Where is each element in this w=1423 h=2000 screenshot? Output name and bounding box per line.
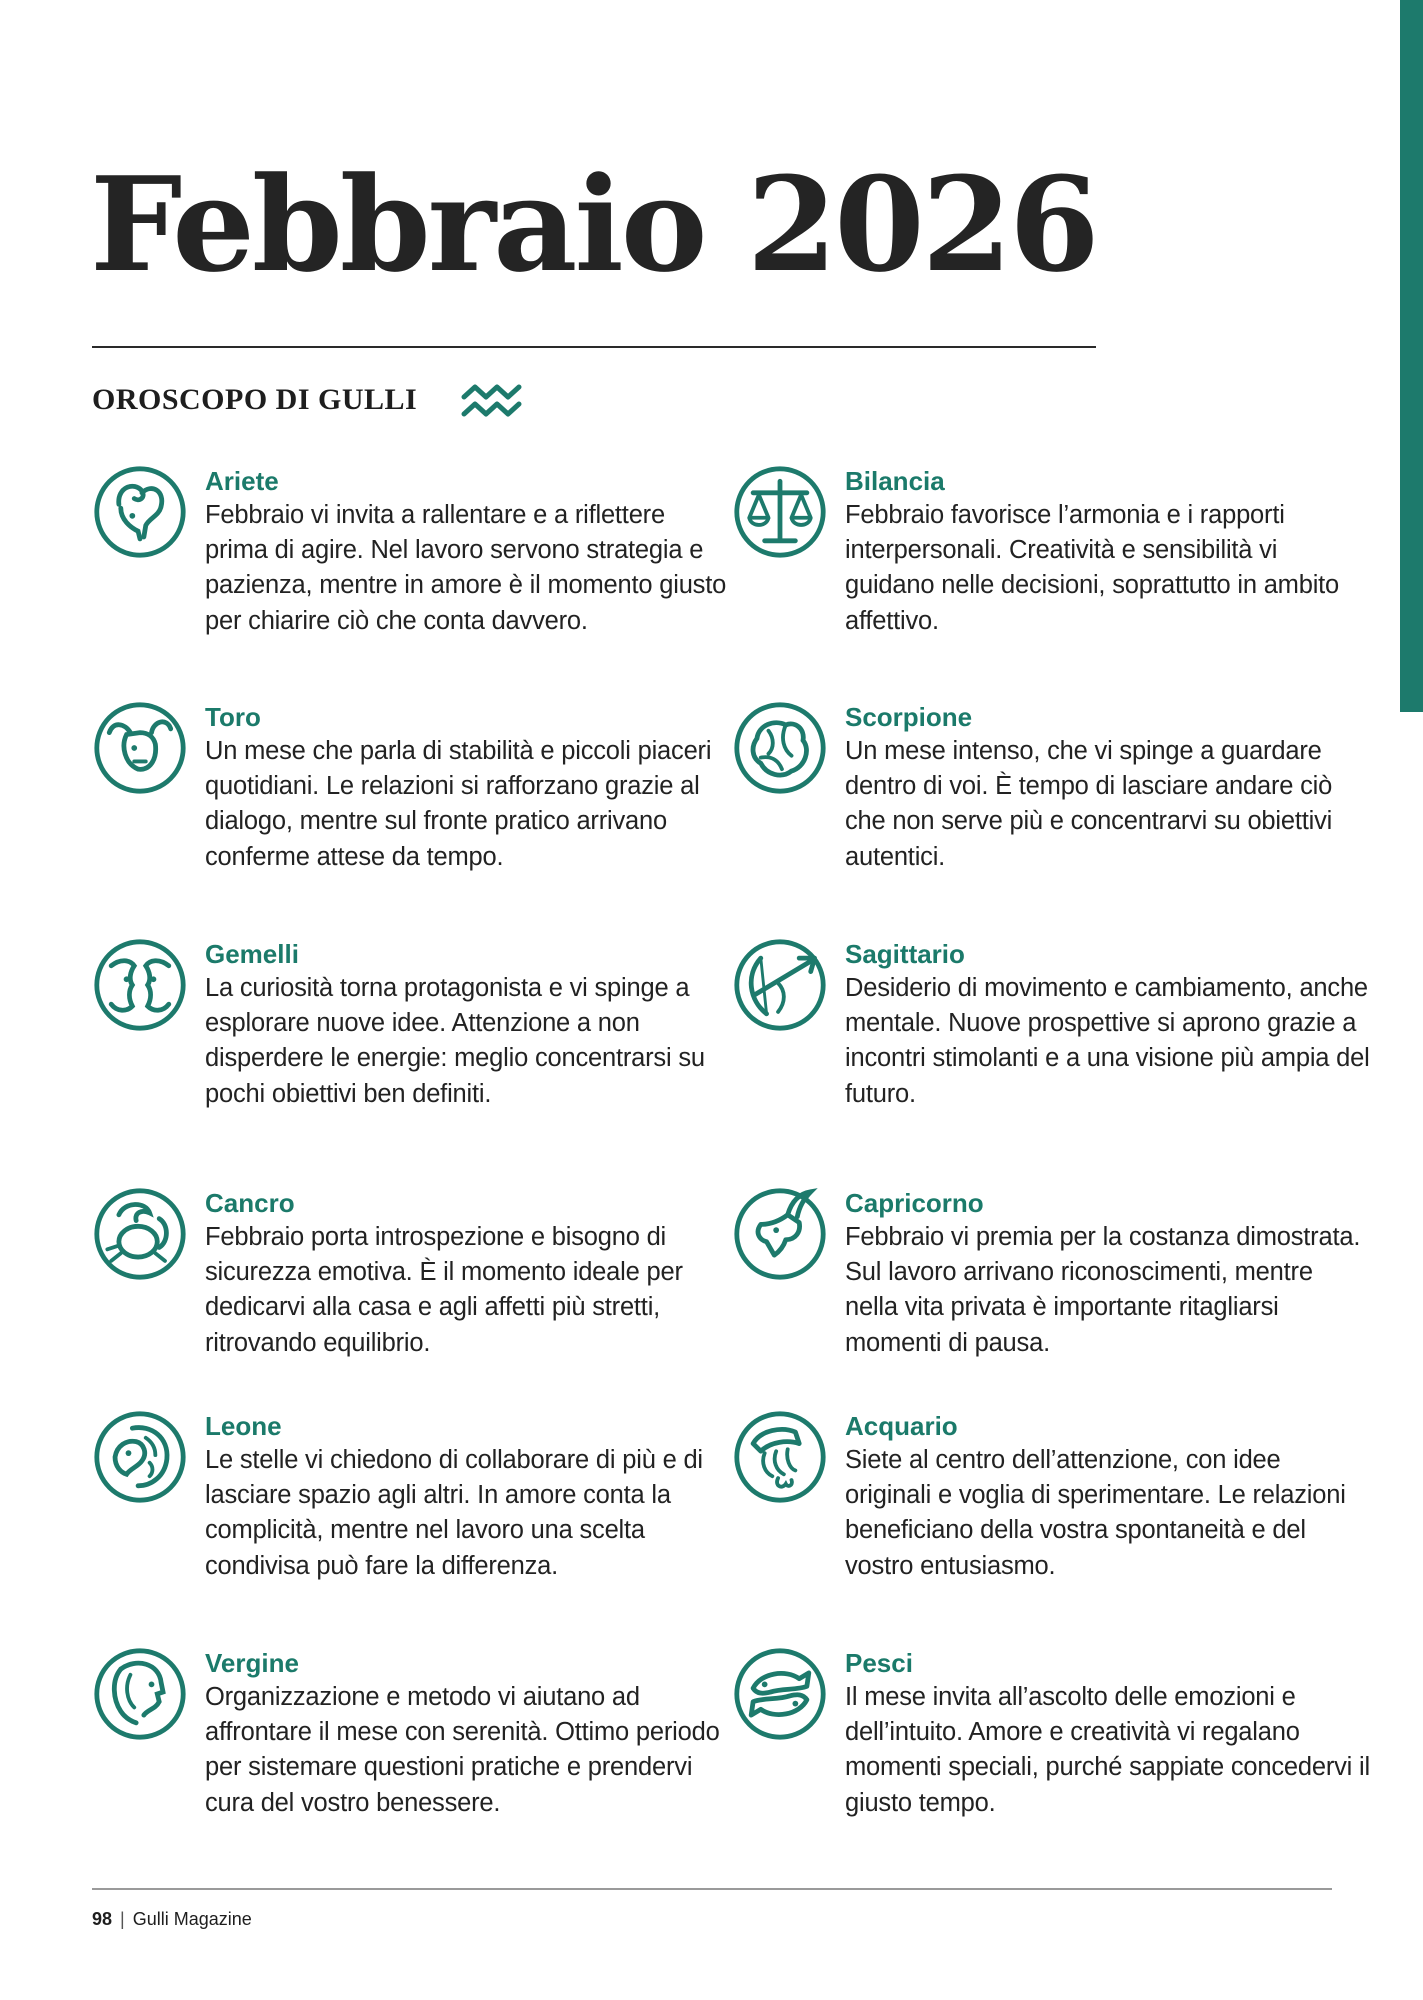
page-footer [92, 1907, 252, 1931]
title-divider [92, 346, 1096, 348]
footer-separator: | [120, 1909, 125, 1929]
section-heading: OROSCOPO DI GULLI [92, 383, 418, 416]
sign-name: Sagittario [845, 939, 965, 969]
pisces-icon [732, 1646, 828, 1742]
sign-name: Gemelli [205, 939, 299, 969]
sign-name: Pesci [845, 1648, 913, 1678]
sagittarius-icon [732, 937, 828, 1033]
sign-description: Le stelle vi chiedono di collaborare di più e di lasciare spazio agli altri. In amore conta la complicità, mentre nel lavoro una scelta condivisa può fare la differenza. [205, 1446, 703, 1580]
sign-description: Febbraio vi invita a rallentare e a riflettere prima di agire. Nel lavoro servono strategia e pazienza, mentre in amore è il momento giusto per chiarire ciò che conta davvero. [205, 501, 727, 635]
page-number: 98 [92, 1909, 113, 1929]
sign-description: Febbraio favorisce l’armonia e i rapporti interpersonali. Creatività e sensibilità vi guidano nelle decisioni, soprattutto in ambito affettivo. [845, 501, 1340, 635]
leo-icon [92, 1409, 188, 1505]
sign-name: Bilancia [845, 466, 945, 496]
aries-icon [92, 464, 188, 560]
sign-description: Desiderio di movimento e cambiamento, anche mentale. Nuove prospettive si aprono grazie a incontri stimolanti e a una visione più ampia del futuro. [845, 974, 1370, 1108]
sign-description: Febbraio porta introspezione e bisogno di sicurezza emotiva. È il momento ideale per dedicarvi alla casa e agli affetti più stretti, ritrovando equilibrio. [205, 1223, 683, 1357]
capricorn-icon [732, 1186, 828, 1282]
gemini-icon [92, 937, 188, 1033]
scorpio-icon [732, 700, 828, 796]
footer-divider [92, 1888, 1332, 1890]
sign-name: Ariete [205, 466, 279, 496]
sign-description: Febbraio vi premia per la costanza dimostrata. Sul lavoro arrivano riconoscimenti, mentre nella vita privata è importante ritagliarsi momenti di pausa. [845, 1223, 1361, 1357]
taurus-icon [92, 700, 188, 796]
cancer-icon [92, 1186, 188, 1282]
sign-name: Vergine [205, 1648, 299, 1678]
sign-name: Leone [205, 1411, 282, 1441]
page-title: Febbraio 2026 [90, 148, 1097, 301]
edge-color-tab [1400, 0, 1423, 712]
sign-name: Capricorno [845, 1188, 984, 1218]
sign-description: Il mese invita all’ascolto delle emozioni e dell’intuito. Amore e creatività vi regalano momenti speciali, purché sappiate concedervi il giusto tempo. [845, 1683, 1370, 1817]
sign-name: Acquario [845, 1411, 958, 1441]
libra-icon [732, 464, 828, 560]
sign-name: Scorpione [845, 702, 973, 732]
aquarius-icon [732, 1409, 828, 1505]
sign-description: Organizzazione e metodo vi aiutano ad affrontare il mese con serenità. Ottimo periodo per sistemare questioni pratiche e prendervi cura del vostro benessere. [205, 1683, 720, 1817]
sign-description: Un mese che parla di stabilità e piccoli piaceri quotidiani. Le relazioni si rafforzano grazie al dialogo, mentre sul fronte pratico arrivano conferme attese da tempo. [205, 737, 712, 871]
sign-description: La curiosità torna protagonista e vi spinge a esplorare nuove idee. Attenzione a non disperdere le energie: meglio concentrarsi su pochi obiettivi ben definiti. [205, 974, 705, 1108]
virgo-icon [92, 1646, 188, 1742]
aquarius-symbol-icon [460, 382, 526, 420]
sign-name: Cancro [205, 1188, 295, 1218]
sign-description: Siete al centro dell’attenzione, con idee originali e voglia di sperimentare. Le relazioni beneficiano della vostra spontaneità e del vostro entusiasmo. [845, 1446, 1346, 1580]
sign-description: Un mese intenso, che vi spinge a guardare dentro di voi. È tempo di lasciare andare ciò che non serve più e concentrarvi su obiettivi autentici. [845, 737, 1333, 871]
sign-name: Toro [205, 702, 261, 732]
magazine-name: Gulli Magazine [132, 1909, 252, 1929]
